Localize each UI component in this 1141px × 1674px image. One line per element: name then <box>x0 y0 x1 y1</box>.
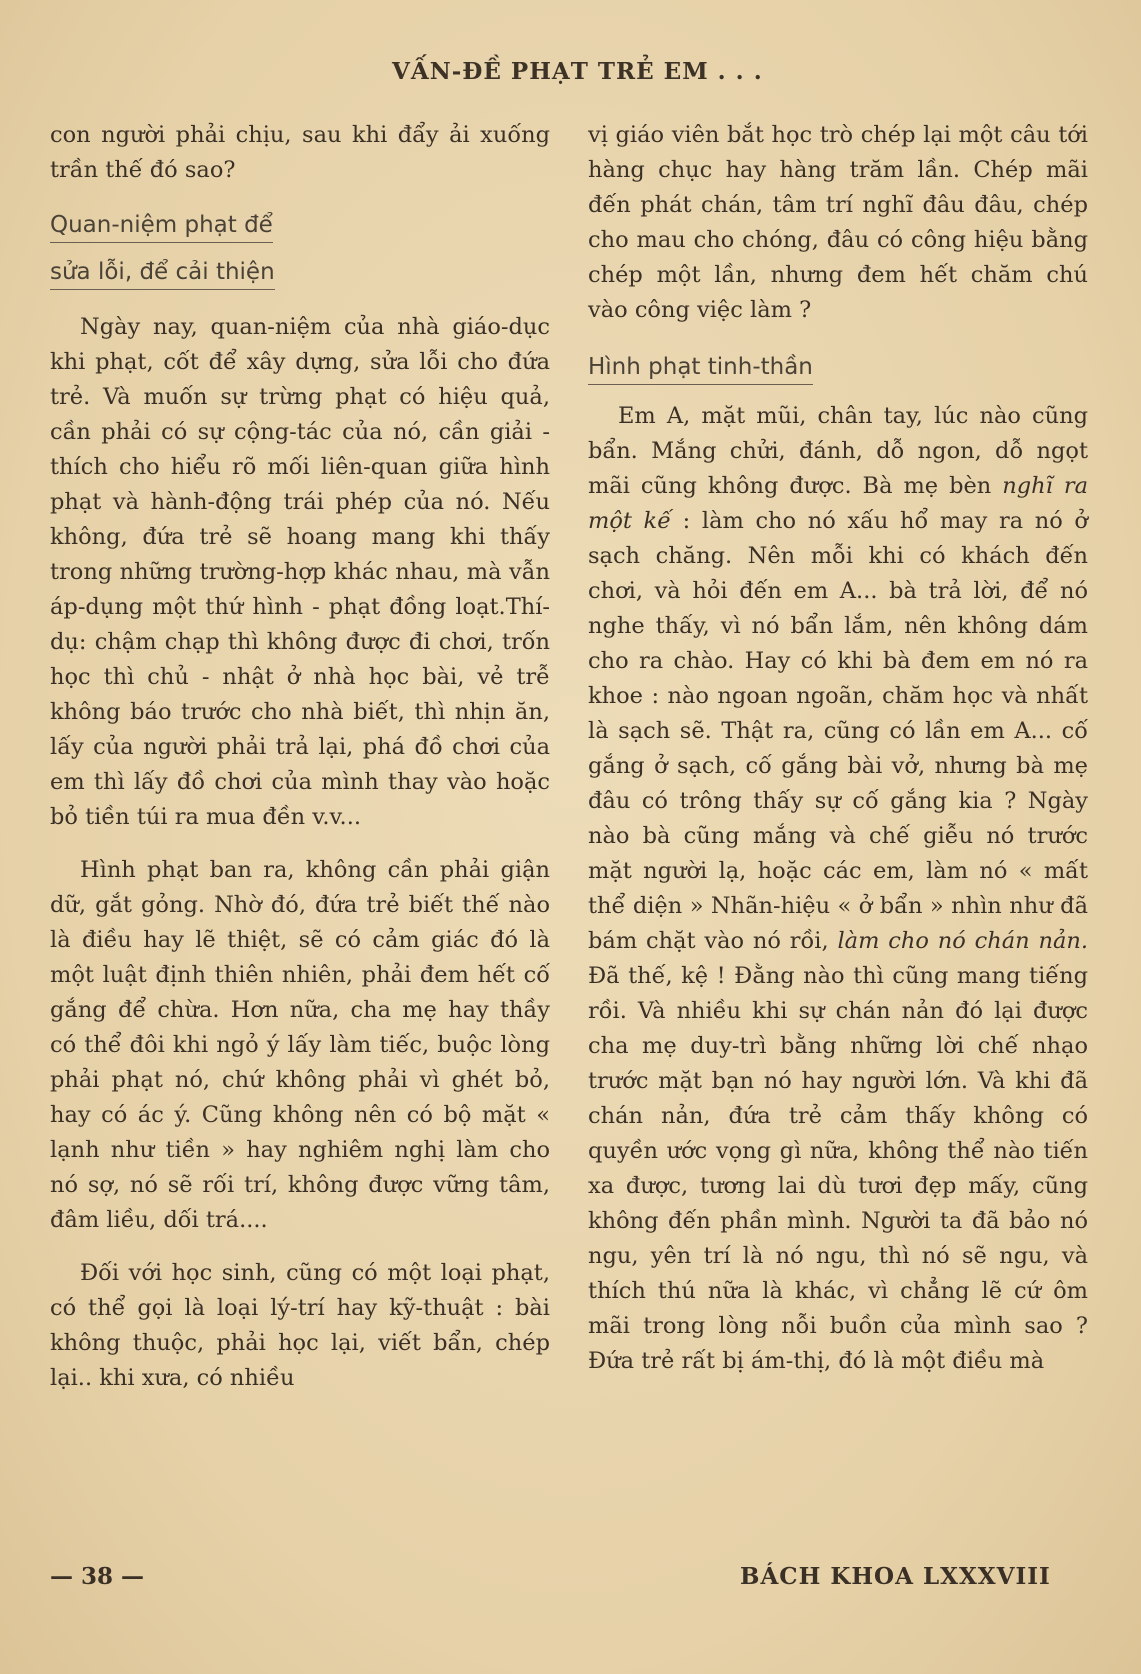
italic-phrase: làm cho nó chán nản. <box>837 928 1089 954</box>
running-title: VẤN-ĐỀ PHẠT TRẺ EM . . . <box>392 58 763 85</box>
page-number: — 38 — <box>50 1563 145 1590</box>
paragraph <box>588 399 1088 1379</box>
journal-name: BÁCH KHOA LXXXVIII <box>740 1563 1051 1590</box>
text-run: : làm cho nó xấu hổ may ra nó ở sạch chăng. Nên mỗi khi có khách đến chơi, và hỏi đến em A... bà trả lời, để nó nghe thấy, vì nó bẩn lắm, nên không dám cho ra chào. Hay có khi bà đem em nó ra khoe : nào ngoan ngoãn, chăm học và nhất là sạch sẽ. Thật ra, cũng có lần em A... cố gắng ở sạch, cố gắng bài vở, nhưng bà mẹ đâu có trông thấy sự cố gắng kia ? Ngày nào bà cũng mắng và chế giễu nó trước mặt người lạ, hoặc các em, làm nó « mất thể diện » Nhãn-hiệu « ở bẩn » nhìn như đã bám chặt vào nó rồi, <box>588 508 1088 954</box>
section-heading-block <box>588 352 1088 385</box>
paragraph: Hình phạt ban ra, không cần phải giận dữ, gắt gỏng. Nhờ đó, đứa trẻ biết thế nào là điều hay lẽ thiệt, sẽ có cảm giác đó là một luật định thiên nhiên, phải đem hết cố gắng để chừa. Hơn nữa, cha mẹ hay thầy có thể đôi khi ngỏ ý lấy làm tiếc, buộc lòng phải phạt nó, chứ không phải vì ghét bỏ, hay có ác ý. Cũng không nên có bộ mặt « lạnh như tiền » hay nghiêm nghị làm cho nó sợ, nó sẽ rối trí, không được vững tâm, đâm liều, dối trá.... <box>50 857 550 1233</box>
paragraph: vị giáo viên bắt học trò chép lại một câu tới hàng chục hay hàng trăm lần. Chép mãi đến phát chán, tâm trí nghĩ đâu đâu, chép cho mau cho chóng, đâu có công hiệu bằng chép một lần, nhưng đem hết chăm chú vào công việc làm ? <box>588 122 1088 323</box>
text-run: Em A, mặt mũi, chân tay, lúc nào cũng bẩn. Mắng chửi, đánh, dỗ ngon, dỗ ngọt mãi cũng không được. Bà mẹ bèn <box>588 403 1088 499</box>
paragraph: Đối với học sinh, cũng có một loại phạt, có thể gọi là loại lý-trí hay kỹ-thuật : bài không thuộc, phải học lại, viết bẩn, chép lại.. khi xưa, có nhiều <box>50 1260 550 1391</box>
text-run: Đã thế, kệ ! Đằng nào thì cũng mang tiếng rồi. Và nhiều khi sự chán nản đó lại được cha mẹ duy-trì bằng những lời chế nhạo trước mặt bạn nó hay người lớn. Và khi đã chán nản, đứa trẻ cảm thấy không có quyền ước vọng gì nữa, không thể nào tiến xa được, tương lai dù tươi đẹp mấy, cũng không đến phần mình. Người ta đã bảo nó ngu, yên trí là nó ngu, thì nó sẽ ngu, và thích thú nữa là khác, vì chẳng lẽ cứ ôm mãi trong lòng nỗi buồn của mình sao ? Đứa trẻ rất bị ám-thị, đó là một điều mà <box>588 963 1088 1374</box>
section-heading: sửa lỗi, để cải thiện <box>50 257 275 290</box>
italic-phrase: nghĩ ra một kế <box>588 473 1088 534</box>
paragraph: Ngày nay, quan-niệm của nhà giáo-dục khi phạt, cốt để xây dựng, sửa lỗi cho đứa trẻ. Và muốn sự trừng phạt có hiệu quả, cần phải có sự cộng-tác của nó, cần giải - thích cho hiểu rõ mối liên-quan giữa hình phạt và hành-động trái phép của nó. Nếu không, đứa trẻ sẽ hoang mang khi thấy trong những trường-hợp khác nhau, mà vẫn áp-dụng một thứ hình - phạt đồng loạt.Thí-dụ: chậm chạp thì không được đi chơi, trốn học thì chủ - nhật ở nhà học bài, vẻ trễ không báo trước cho nhà biết, thì nhịn ăn, lấy của người phải trả lại, phá đồ chơi của em thì lấy đồ chơi của mình thay vào hoặc bỏ tiền túi ra mua đền v.v... <box>50 314 550 830</box>
section-heading-block <box>50 210 550 290</box>
left-column <box>50 118 550 1396</box>
section-heading: Hình phạt tinh-thần <box>588 352 813 385</box>
right-column <box>588 118 1088 1379</box>
section-heading: Quan-niệm phạt để <box>50 210 273 243</box>
paragraph: con người phải chịu, sau khi đẩy ải xuống trần thế đó sao? <box>50 122 550 183</box>
